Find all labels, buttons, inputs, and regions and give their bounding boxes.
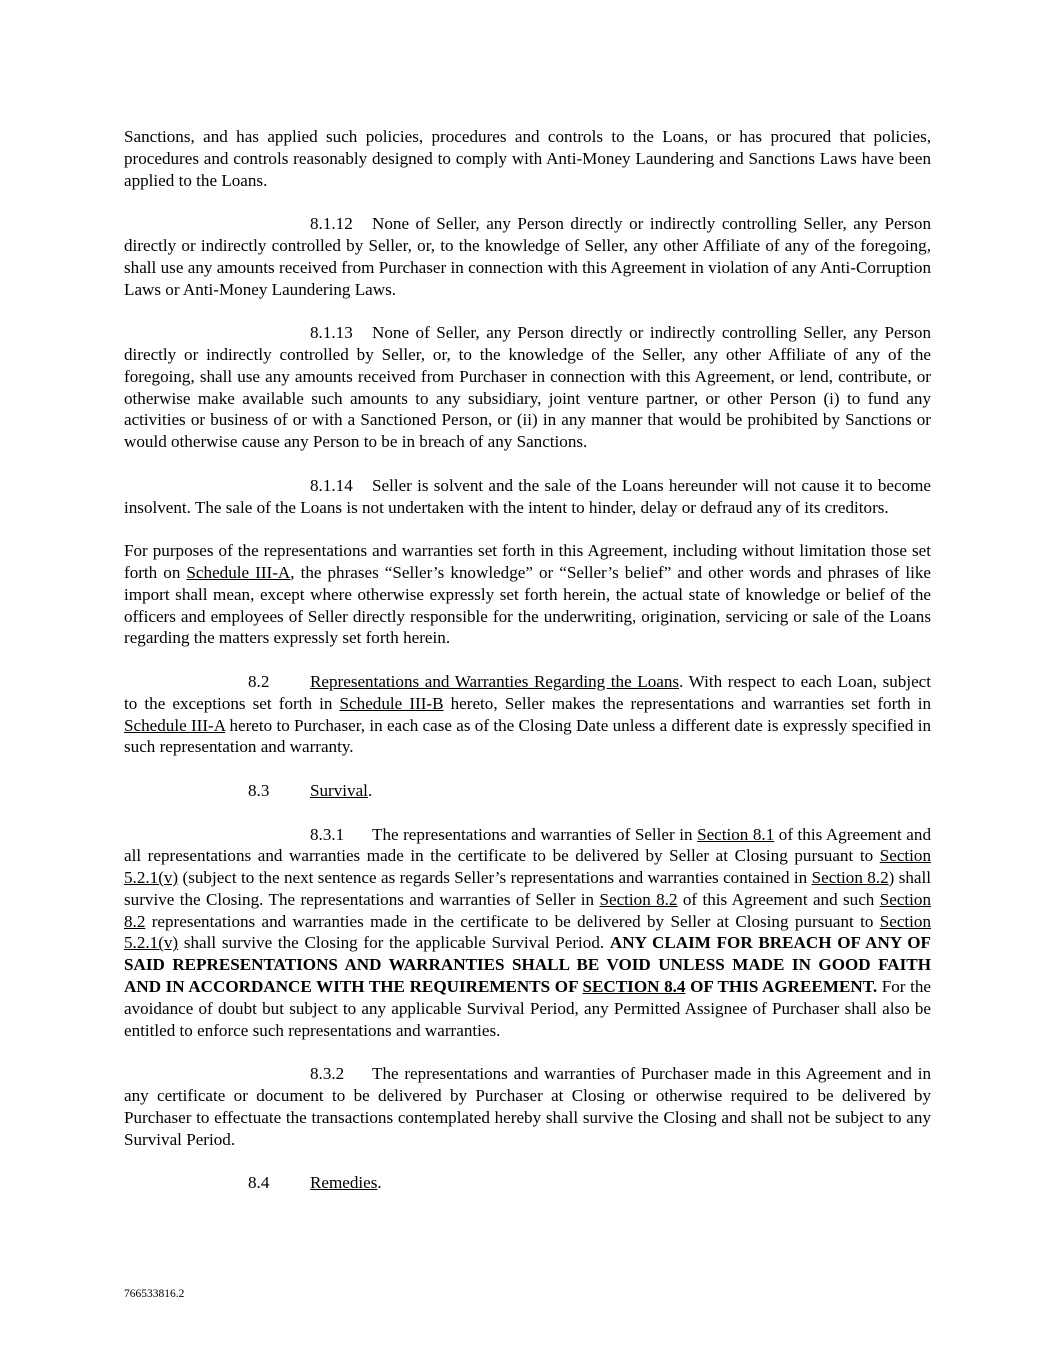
document-page	[124, 126, 931, 1216]
paragraph-knowledge-definition	[124, 540, 931, 649]
section-8-3-1	[124, 824, 931, 1042]
section-8-3	[124, 780, 931, 802]
section-number: 8.3	[248, 780, 270, 800]
text-run: ) shall survive the Closing. The representations and warranties of Seller in	[124, 868, 931, 909]
section-number: 8.4	[248, 1173, 270, 1193]
section-reference: Section 8.1	[697, 824, 775, 844]
schedule-reference: Schedule III-A	[124, 715, 226, 735]
section-text: None of Seller, any Person directly or indirectly controlling Seller, any Person directly or indirectly controlled by Seller, or, to the knowledge of the Seller, any other Affiliate of any of the foregoing, shall use any amounts received from Purchaser in connection with this Agreement, or lend, contribute, or otherwise make available such amounts to any subsidiary, joint venture partner, or other Person (i) to fund any activities or business of or with a Sanctioned Person, or (ii) in any manner that would be prohibited by Sanctions or would otherwise cause any Person to be in breach of any Sanctions.	[124, 323, 931, 452]
section-reference: Section 5.2.1(v)	[124, 911, 931, 953]
section-reference: SECTION 8.4	[582, 977, 686, 997]
text-run: . With respect to each Loan, subject to the exceptions set forth in	[124, 671, 932, 713]
section-number: 8.1.12	[310, 214, 353, 234]
section-text: None of Seller, any Person directly or indirectly controlling Seller, any Person directly or indirectly controlled by Seller, or, to the knowledge of Seller, any other Affiliate of any of the foregoing, shall use any amounts received from Purchaser in connection with this Agreement in violation of any Anti-Corruption Laws or Anti-Money Laundering Laws.	[124, 214, 931, 299]
document-id-footer: 766533816.2	[124, 1288, 185, 1300]
section-8-2	[124, 671, 931, 758]
text-run: hereto to Purchaser, in each case as of the Closing Date unless a different date is expressly specified in such representation and warranty.	[124, 715, 931, 757]
text-run: shall survive the Closing for the applicable Survival Period.	[178, 933, 610, 953]
section-number: 8.1.13	[310, 323, 353, 343]
schedule-reference: Schedule III-B	[339, 693, 444, 713]
text-run: For the avoidance of doubt but subject to any applicable Survival Period, any Permitted Assignee of Purchaser shall also be entitled to enforce such representations and warranties.	[124, 977, 931, 1040]
section-text: The representations and warranties of Purchaser made in this Agreement and in any certificate or document to be delivered by Purchaser at Closing or otherwise required to be delivered by Purchaser to effectuate the transactions contemplated hereby shall survive the Closing and shall not be subject to any Survival Period.	[124, 1064, 931, 1149]
section-number: 8.3.2	[310, 1064, 345, 1084]
text-run: of this Agreement and all representations and warranties made in the certificate to be delivered by Seller at Closing pursuant to	[124, 824, 931, 866]
text-run: The representations and warranties of Seller in	[372, 824, 698, 844]
section-8-1-13	[124, 322, 931, 453]
text-run: representations and warranties made in the certificate to be delivered by Seller at Closing pursuant to	[145, 911, 880, 931]
text-run: (subject to the next sentence as regards Seller’s representations and warranties contained in	[178, 868, 812, 888]
section-reference: Section 5.2.1(v)	[124, 846, 931, 888]
section-text: Seller is solvent and the sale of the Loans hereunder will not cause it to become insolvent. The sale of the Loans is not undertaken with the intent to hinder, delay or defraud any of its creditors.	[124, 475, 931, 517]
section-8-1-14	[124, 475, 931, 519]
text-run: .	[377, 1173, 382, 1193]
section-number: 8.3.1	[310, 824, 345, 844]
section-reference: Section 8.2	[811, 868, 889, 888]
text-run: hereto, Seller makes the representations and warranties set forth in	[443, 693, 931, 713]
schedule-reference: Schedule III-A	[186, 562, 291, 582]
section-number: 8.2	[248, 671, 270, 691]
paragraph-sanctions-continued: Sanctions, and has applied such policies, procedures and controls to the Loans, or has procured that policies, procedures and controls reasonably designed to comply with Anti-Money Laundering and Sanctions Laws have been applied to the Loans.	[124, 127, 931, 190]
text-run: of this Agreement and such	[677, 889, 880, 909]
section-heading: Representations and Warranties Regarding the Loans	[310, 671, 680, 691]
section-reference: Section 8.2	[599, 889, 678, 909]
section-number: 8.1.14	[310, 475, 353, 495]
text-run: , the phrases “Seller’s knowledge” or “Seller’s belief” and other words and phrases of like import shall mean, except where otherwise expressly set forth herein, the actual state of knowledge or belief of the officers and employees of Seller directly responsible for the underwriting, origination, servicing or sale of the Loans regarding the matters expressly set forth herein.	[124, 562, 932, 648]
section-heading: Remedies	[310, 1173, 378, 1193]
bold-warning-text: ANY CLAIM FOR BREACH OF ANY OF SAID REPRESENTATIONS AND WARRANTIES SHALL BE VOID UNLESS MADE IN GOOD FAITH AND IN ACCORDANCE WITH THE REQUIREMENTS OF	[124, 933, 931, 997]
section-8-4	[124, 1172, 931, 1194]
section-8-1-12	[124, 213, 931, 300]
section-reference: Section 8.2	[124, 889, 931, 931]
text-run: For purposes of the representations and warranties set forth in this Agreement, including without limitation those set forth on	[124, 541, 931, 582]
section-heading: Survival	[310, 780, 368, 800]
section-8-3-2	[124, 1063, 931, 1150]
bold-warning-text: OF THIS AGREEMENT.	[685, 977, 878, 997]
text-run: .	[367, 780, 373, 800]
